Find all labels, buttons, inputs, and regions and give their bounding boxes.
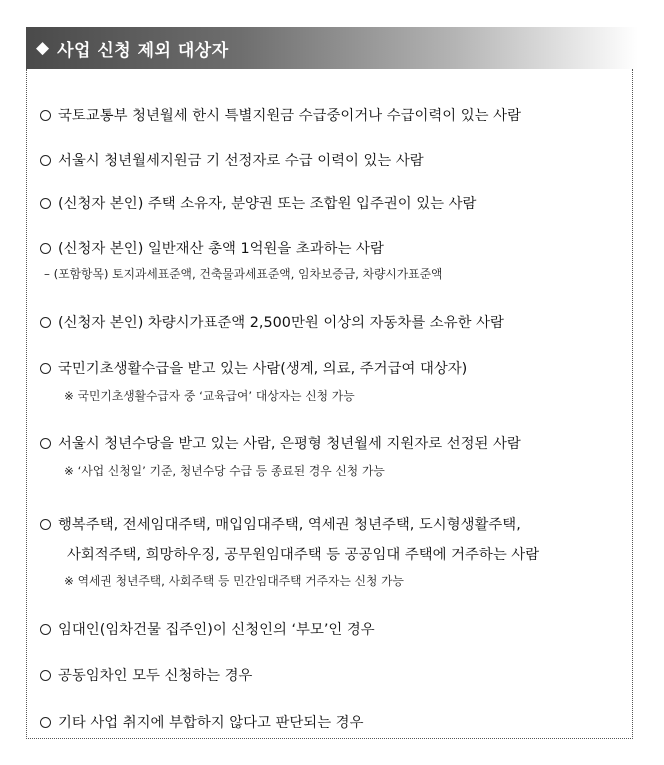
item-text: 국민기초생활수급을 받고 있는 사람(생계, 의료, 주거급여 대상자) (58, 361, 468, 377)
circle-bullet-icon (40, 155, 51, 166)
list-item (40, 711, 363, 732)
item-note: ※ ‘사업 신청일’ 기준, 청년수당 수급 등 종료된 경우 신청 가능 (64, 464, 385, 478)
section-title: 사업 신청 제외 대상자 (57, 40, 229, 61)
list-item (40, 237, 384, 258)
item-text: 행복주택, 전세임대주택, 매입임대주택, 역세권 청년주택, 도시형생활주택, (58, 517, 521, 533)
item-text-continued: 사회적주택, 희망하우징, 공무원임대주택 등 공공임대 주택에 거주하는 사람 (67, 547, 540, 563)
item-subnote: – (포함항목) 토지과세표준액, 건축물과세표준액, 임차보증금, 차량시가표준액 (44, 267, 443, 281)
list-item (40, 192, 476, 213)
circle-bullet-icon (40, 363, 51, 374)
list-item (40, 664, 252, 685)
item-text: 기타 사업 취지에 부합하지 않다고 판단되는 경우 (58, 715, 364, 731)
list-item (40, 357, 467, 378)
circle-bullet-icon (40, 670, 51, 681)
item-text: 공동임차인 모두 신청하는 경우 (58, 668, 253, 684)
item-text: 서울시 청년수당을 받고 있는 사람, 은평형 청년월세 지원자로 선정된 사람 (58, 436, 521, 452)
list-item (40, 618, 375, 639)
list-item (40, 104, 521, 125)
item-text: 국토교통부 청년월세 한시 특별지원금 수급중이거나 수급이력이 있는 사람 (58, 108, 521, 124)
circle-bullet-icon (40, 438, 51, 449)
circle-bullet-icon (40, 519, 51, 530)
circle-bullet-icon (40, 717, 51, 728)
diamond-icon: ◆ (36, 38, 50, 58)
item-note: ※ 국민기초생활수급자 중 ‘교육급여’ 대상자는 신청 가능 (64, 389, 355, 403)
list-item (40, 432, 521, 453)
circle-bullet-icon (40, 198, 51, 209)
list-item (40, 149, 424, 170)
section-header (26, 27, 638, 69)
circle-bullet-icon (40, 110, 51, 121)
item-text: (신청자 본인) 일반재산 총액 1억원을 초과하는 사람 (58, 241, 384, 257)
circle-bullet-icon (40, 243, 51, 254)
item-text: 임대인(임차건물 집주인)이 신청인의 ‘부모’인 경우 (58, 622, 375, 638)
circle-bullet-icon (40, 317, 51, 328)
item-text: (신청자 본인) 차량시가표준액 2,500만원 이상의 자동차를 소유한 사람 (58, 315, 504, 331)
item-text: 서울시 청년월세지원금 기 선정자로 수급 이력이 있는 사람 (58, 153, 424, 169)
circle-bullet-icon (40, 624, 51, 635)
item-note: ※ 역세권 청년주택, 사회주택 등 민간임대주택 거주자는 신청 가능 (64, 574, 404, 588)
list-item (40, 311, 504, 332)
list-item (40, 513, 521, 534)
item-text: (신청자 본인) 주택 소유자, 분양권 또는 조합원 입주권이 있는 사람 (58, 196, 477, 212)
